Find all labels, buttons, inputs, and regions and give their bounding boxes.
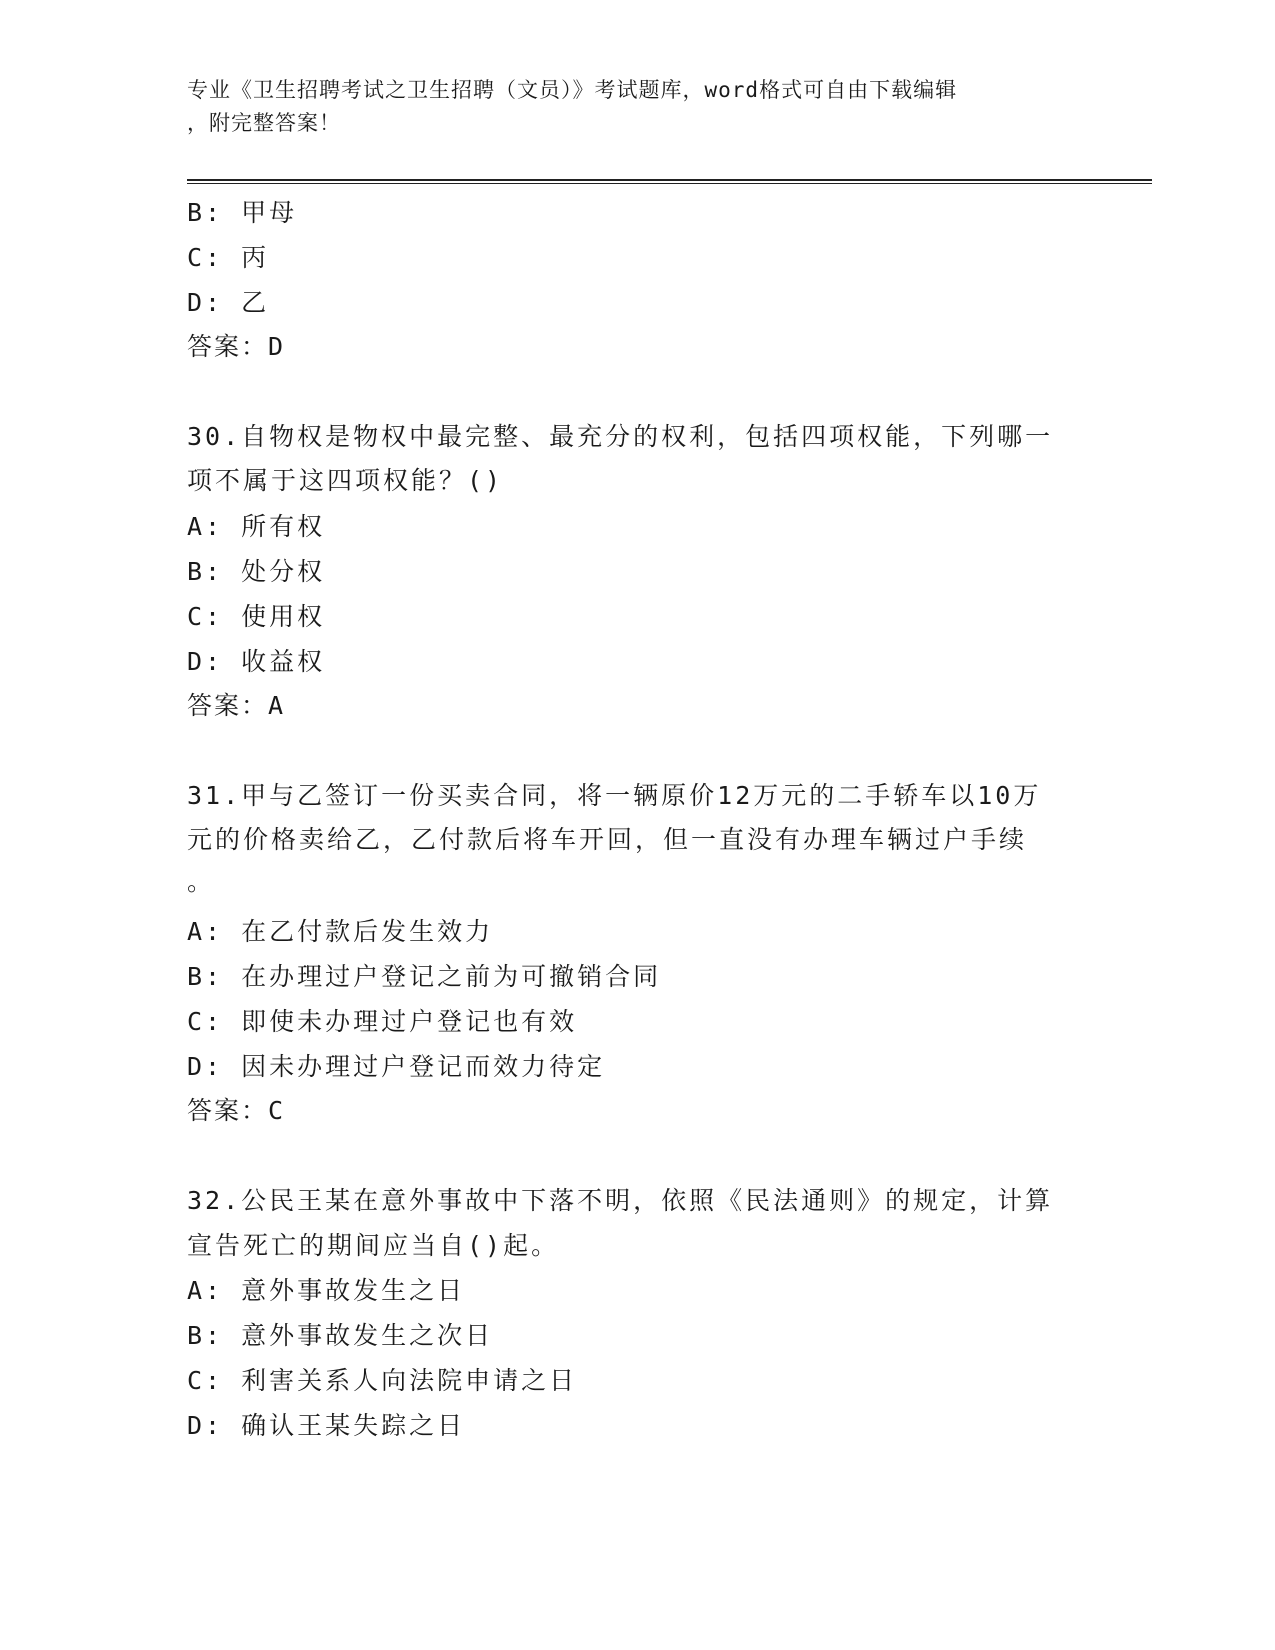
prev-option-b: B: 甲母: [187, 198, 298, 227]
q30-stem-line-1: 30.自物权是物权中最完整、最充分的权利，包括四项权能，下列哪一: [187, 422, 1054, 451]
q31-option-d: D: 因未办理过户登记而效力待定: [187, 1052, 606, 1081]
q30-option-b: B: 处分权: [187, 557, 326, 586]
q31-stem-line-2: 元的价格卖给乙，乙付款后将车开回，但一直没有办理车辆过户手续: [187, 825, 1028, 854]
q31-option-c: C: 即使未办理过户登记也有效: [187, 1007, 578, 1036]
q31-option-a: A: 在乙付款后发生效力: [187, 917, 494, 946]
prev-option-c: C: 丙: [187, 243, 270, 272]
answer-value: D: [268, 332, 286, 361]
header-line-2: ，附完整答案！: [187, 111, 341, 135]
q32-stem-line-2: 宣告死亡的期间应当自()起。: [187, 1231, 560, 1260]
prev-answer: [187, 327, 285, 363]
q30-stem-line-2: 项不属于这四项权能？(): [187, 466, 504, 495]
q32-option-c: C: 利害关系人向法院申请之日: [187, 1366, 578, 1395]
header-line-1: 专业《卫生招聘考试之卫生招聘（文员）》考试题库，word格式可自由下载编辑: [187, 78, 958, 102]
q32-stem-line-1: 32.公民王某在意外事故中下落不明，依照《民法通则》的规定，计算: [187, 1186, 1054, 1215]
q30-option-a: A: 所有权: [187, 512, 326, 541]
q31-stem-line-1: 31.甲与乙签订一份买卖合同，将一辆原价12万元的二手轿车以10万: [187, 781, 1042, 810]
q30-answer: [187, 686, 285, 722]
prev-option-d: D: 乙: [187, 288, 270, 317]
q31-stem-line-3: 。: [187, 867, 216, 896]
answer-label: 答案：: [187, 1096, 269, 1125]
answer-label: 答案：: [187, 332, 269, 361]
header-divider: [187, 179, 1152, 184]
q32-option-a: A: 意外事故发生之日: [187, 1276, 466, 1305]
q30-option-c: C: 使用权: [187, 602, 326, 631]
q32-option-b: B: 意外事故发生之次日: [187, 1321, 494, 1350]
answer-value: C: [268, 1096, 286, 1125]
document-header: [187, 74, 1067, 140]
answer-label: 答案：: [187, 691, 269, 720]
q31-option-b: B: 在办理过户登记之前为可撤销合同: [187, 962, 662, 991]
answer-value: A: [268, 691, 286, 720]
q31-answer: [187, 1091, 285, 1127]
q30-option-d: D: 收益权: [187, 647, 326, 676]
q32-option-d: D: 确认王某失踪之日: [187, 1411, 466, 1440]
